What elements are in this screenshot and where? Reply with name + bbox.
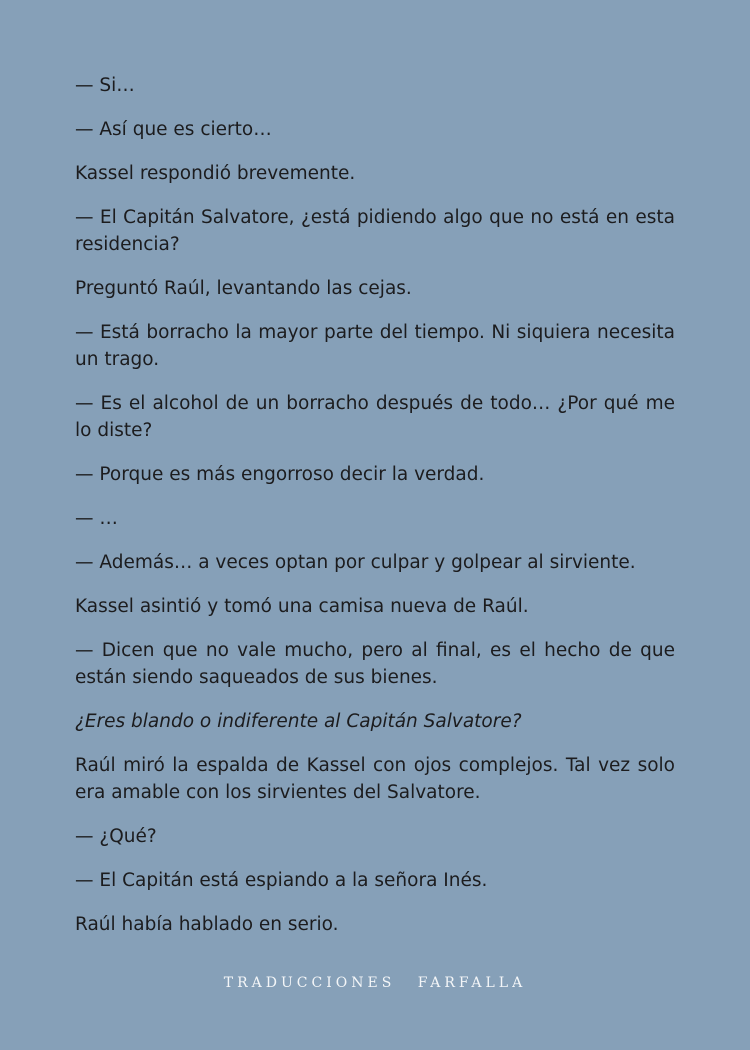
chapter-text xyxy=(75,72,675,955)
paragraph: — ¿Qué? xyxy=(75,826,157,847)
paragraph: — Dicen que no vale mucho, pero al final, es el hecho de que están siendo saqueados de sus bienes. xyxy=(75,640,675,688)
paragraph: — Es el alcohol de un borracho después de todo… ¿Por qué me lo diste? xyxy=(75,393,675,441)
paragraph: — Además… a veces optan por culpar y golpear al sirviente. xyxy=(75,552,636,573)
footer-word-farfalla: FARFALLA xyxy=(417,975,527,991)
paragraph: — Porque es más engorroso decir la verdad. xyxy=(75,464,485,485)
translator-credit-footer xyxy=(0,975,750,991)
paragraph: — Está borracho la mayor parte del tiempo. Ni siquiera necesita un trago. xyxy=(75,322,675,370)
paragraph: Kassel respondió brevemente. xyxy=(75,163,356,184)
paragraph: — … xyxy=(75,508,118,529)
paragraph: — Si… xyxy=(75,75,135,96)
paragraph: Preguntó Raúl, levantando las cejas. xyxy=(75,278,412,299)
paragraph: Kassel asintió y tomó una camisa nueva de Raúl. xyxy=(75,596,529,617)
paragraph: — El Capitán Salvatore, ¿está pidiendo algo que no está en esta residencia? xyxy=(75,207,675,255)
paragraph: Raúl había hablado en serio. xyxy=(75,914,339,935)
italic-thought-paragraph: ¿Eres blando o indiferente al Capitán Salvatore? xyxy=(75,711,522,732)
footer-word-traducciones: TRADUCCIONES xyxy=(223,975,396,991)
paragraph: — Así que es cierto… xyxy=(75,119,272,140)
paragraph: — El Capitán está espiando a la señora Inés. xyxy=(75,870,488,891)
paragraph: Raúl miró la espalda de Kassel con ojos complejos. Tal vez solo era amable con los sirvientes del Salvatore. xyxy=(75,755,675,803)
